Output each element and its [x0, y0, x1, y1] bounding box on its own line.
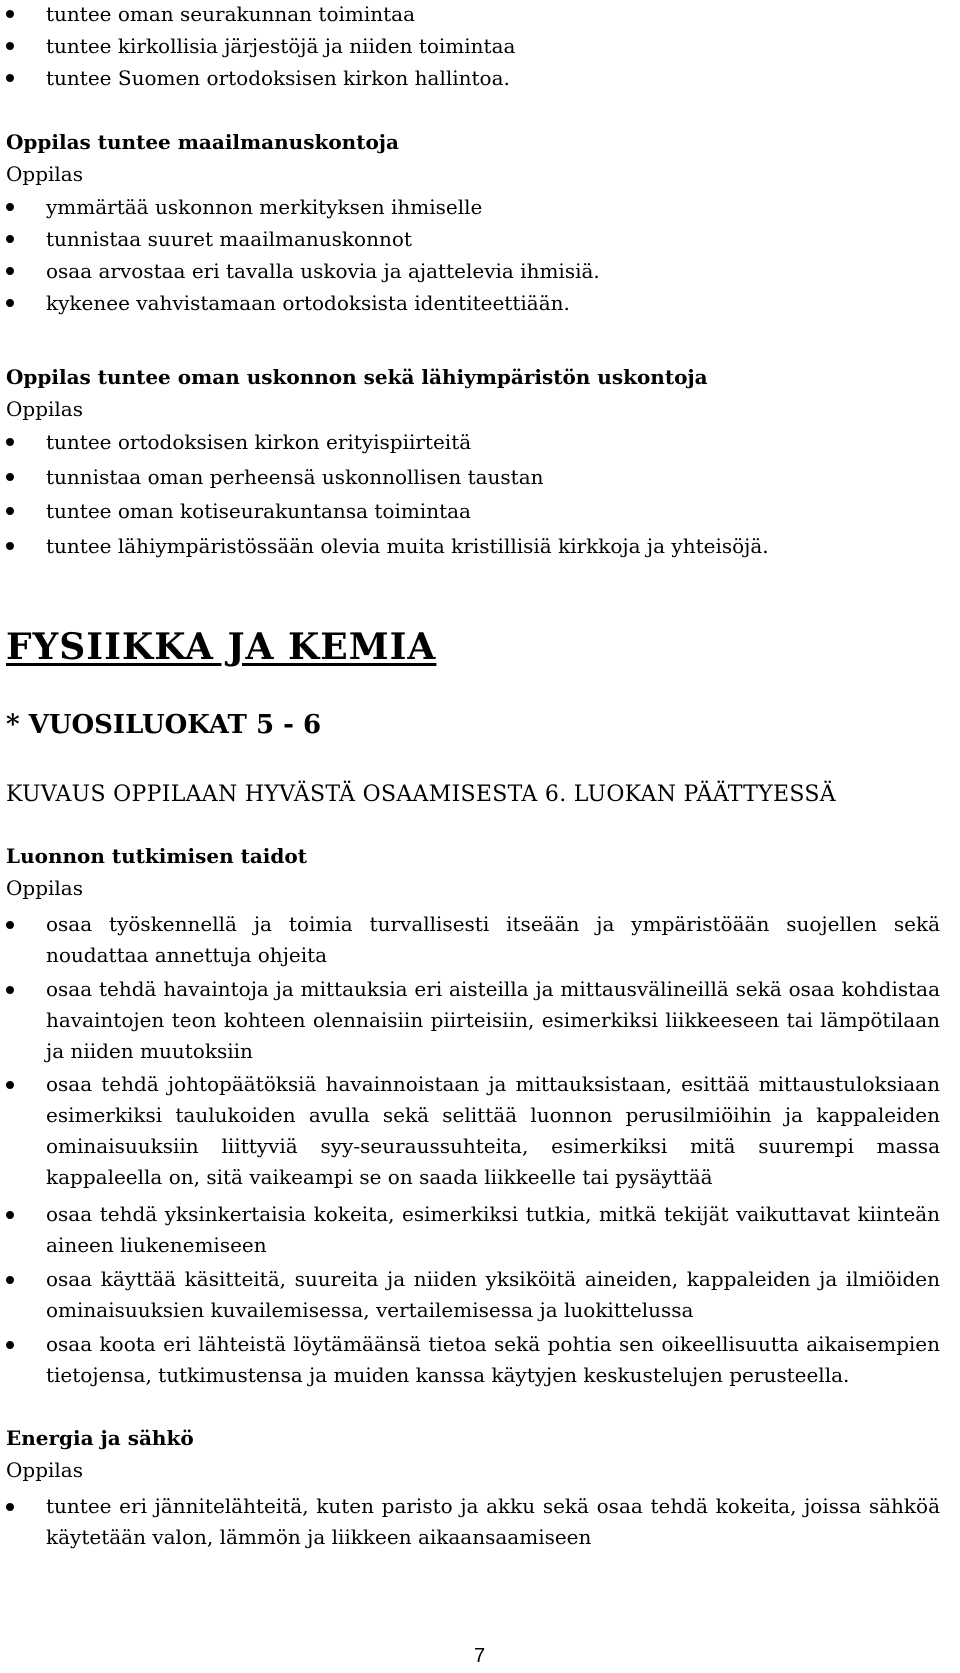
bullet-icon: [6, 473, 14, 481]
bullet-icon: [6, 1341, 14, 1349]
page-number: 7: [474, 1645, 486, 1667]
list-item-text: osaa tehdä havaintoja ja mittauksia eri aisteilla ja mittausvälineillä sekä osaa kohdistaa havaintojen teon kohteen olennaisiin piirteisiin, esimerkiksi liikkeeseen tai lämpötilaan ja niiden muutoksiin: [46, 977, 940, 1063]
bullet-icon: [6, 921, 14, 929]
section-intro: Oppilas: [6, 397, 83, 421]
list-item-text: tuntee eri jännitelähteitä, kuten paristo ja akku sekä osaa tehdä kokeita, joissa sähköä käytetään valon, lämmön ja liikkeen aikaansaamiseen: [46, 1494, 940, 1549]
bullet-icon: [6, 1081, 14, 1089]
bullet-icon: [6, 1276, 14, 1284]
bullet-icon: [6, 542, 14, 550]
grade-level: * VUOSILUOKAT 5 - 6: [6, 710, 322, 740]
section-intro: Oppilas: [6, 1458, 83, 1482]
list-item-text: osaa tehdä johtopäätöksiä havainnoistaan ja mittauksistaan, esittää mittaustuloksiaan esimerkiksi taulukoiden avulla sekä selittää luonnon perusilmiöihin ja kappaleiden ominaisuuksiin liittyviä syy-seuraussuhteita, esimerkiksi mitä suurempi massa kappaleella on, sitä vaikeampi se on saada liikkeelle tai pysäyttää: [46, 1072, 940, 1189]
bullet-icon: [6, 203, 14, 211]
bullet-icon: [6, 507, 14, 515]
document-page: tuntee oman seurakunnan toimintaa tuntee kirkollisia järjestöjä ja niiden toimintaa tuntee Suomen ortodoksisen kirkon hallintoa. Oppilas tuntee maailmanuskontoja Oppilas ymmärtää uskonnon merkityksen ihmiselle tunnistaa suuret maailmanuskonnot osaa arvostaa eri tavalla uskovia ja ajattelevia ihmisiä. kykenee vahvistamaan ortodoksista identiteettiään. Oppilas tuntee oman uskonnon sekä lähiympäristön uskontoja Oppilas tuntee ortodoksisen kirkon erityispiirteitä tunnistaa oman perheensä uskonnollisen taustan tuntee oman kotiseurakuntansa toimintaa tuntee lähiympäristössään olevia muita kristillisiä kirkkoja ja yhteisöjä. FYSIIKKA JA KEMIA * VUOSILUOKAT 5 - 6 KUVAUS OPPILAAN HYVÄSTÄ OSAAMISESTA 6. LUOKAN PÄÄTTYESSÄ Luonnon tutkimisen taidot Oppilas osaa työskennellä ja toimia turvallisesti itseään ja ympäristöään suojellen sekä noudattaa annettuja ohjeita osaa tehdä havaintoja ja mittauksia eri aisteilla ja mittausvälineillä sekä osaa kohdistaa havaintojen teon kohteen olennaisiin piirteisiin, esimerkiksi liikkeeseen tai lämpötilaan ja niiden muutoksiin osaa tehdä johtopäätöksiä havainnoistaan ja mittauksistaan, esittää mittaustuloksiaan esimerkiksi taulukoiden avulla sekä selittää luonnon perusilmiöihin ja kappaleiden ominaisuuksiin liittyviä syy-seuraussuhteita, esimerkiksi mitä suurempi massa kappaleella on, sitä vaikeampi se on saada liikkeelle tai pysäyttää osaa tehdä yksinkertaisia kokeita, esimerkiksi tutkia, mitkä tekijät vaikuttavat kiinteän aineen liukenemiseen osaa käyttää käsitteitä, suureita ja niiden yksiköitä aineiden, kappaleiden ja ilmiöiden ominaisuuksien kuvailemisessa, vertailemisessa ja luokittelussa osaa koota eri lähteistä löytämäänsä tietoa sekä pohtia sen oikeellisuutta aikaisempien tietojensa, tutkimustensa ja muiden kanssa käytyjen keskustelujen perusteella. Energia ja sähkö Oppilas tuntee eri jännitelähteitä, kuten paristo ja akku sekä osaa tehdä kokeita, joissa sähköä käytetään valon, lämmön ja liikkeen aikaansaamiseen 7: [6, 2, 940, 1667]
list-item-text: osaa koota eri lähteistä löytämäänsä tietoa sekä pohtia sen oikeellisuutta aikaisempien tietojensa, tutkimustensa ja muiden kanssa käytyjen keskustelujen perusteella.: [46, 1332, 940, 1387]
section-heading: Luonnon tutkimisen taidot: [6, 844, 307, 868]
bullet-icon: [6, 299, 14, 307]
bullet-icon: [6, 986, 14, 994]
subject-title: FYSIIKKA JA KEMIA: [6, 626, 437, 668]
bullet-icon: [6, 1503, 14, 1511]
section-heading: Oppilas tuntee maailmanuskontoja: [6, 130, 399, 154]
bullet-icon: [6, 235, 14, 243]
bullet-icon: [6, 438, 14, 446]
list-item-text: osaa työskennellä ja toimia turvallisesti itseään ja ympäristöään suojellen sekä noudattaa annettuja ohjeita: [46, 912, 940, 967]
list-item-text: osaa käyttää käsitteitä, suureita ja niiden yksiköitä aineiden, kappaleiden ja ilmiöiden ominaisuuksien kuvailemisessa, vertailemisessa ja luokittelussa: [46, 1267, 940, 1322]
section-heading: Oppilas tuntee oman uskonnon sekä lähiympäristön uskontoja: [6, 365, 708, 389]
bullet-icon: [6, 267, 14, 275]
section-intro: Oppilas: [6, 162, 83, 186]
bullet-icon: [6, 1211, 14, 1219]
description-heading: KUVAUS OPPILAAN HYVÄSTÄ OSAAMISESTA 6. LUOKAN PÄÄTTYESSÄ: [6, 782, 836, 807]
bullet-icon: [6, 42, 14, 50]
section-intro: Oppilas: [6, 876, 83, 900]
section-heading: Energia ja sähkö: [6, 1426, 194, 1450]
bullet-icon: [6, 74, 14, 82]
list-item-text: osaa tehdä yksinkertaisia kokeita, esimerkiksi tutkia, mitkä tekijät vaikuttavat kiinteän aineen liukenemiseen: [46, 1202, 940, 1257]
bullet-icon: [6, 10, 14, 18]
